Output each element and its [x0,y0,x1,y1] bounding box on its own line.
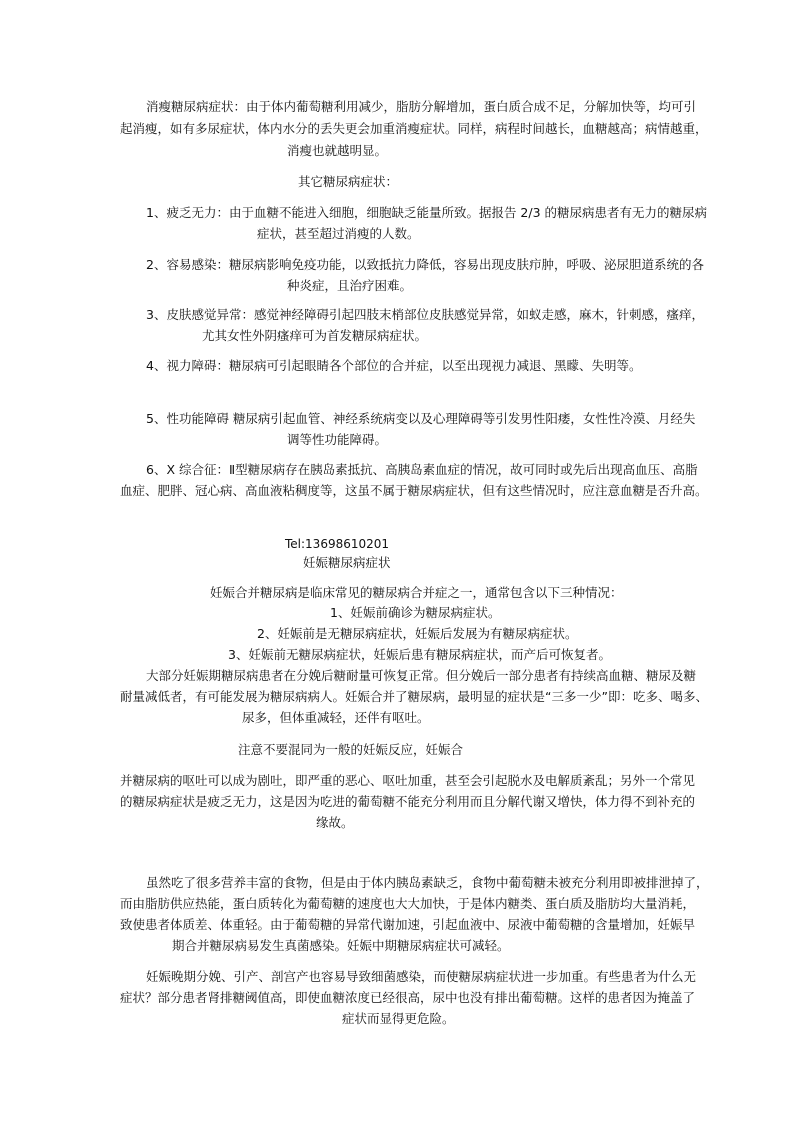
pregnancy-case-1: 1、妊娠前确诊为糖尿病症状。 [330,605,501,620]
pregnancy-case-2: 2、妊娠前是无糖尿病症状，妊娠后发展为有糖尿病症状。 [257,626,578,641]
vomit-line-2: 的糖尿病症状是疲乏无力，这是因为吃进的葡萄糖不能充分利用而且分解代谢又增快，体力得不到补充的 [120,794,696,809]
item-3-line-1: 3、皮肤感觉异常：感觉神经障碍引起四肢末梢部位皮肤感觉异常，如蚁走感，麻木，针刺感，瘙痒， [146,307,704,322]
nutrition-line-3: 致使患者体质差、体重轻。由于葡萄糖的异常代谢加速，引起血液中、尿液中葡萄糖的含量增加，妊娠早 [120,917,696,932]
item-1-line-1: 1、疲乏无力：由于血糖不能进入细胞，细胞缺乏能量所致。据报告 2/3 的糖尿病患者有无力的糖尿病 [146,205,708,220]
vomit-line-1: 并糖尿病的呕吐可以成为剧吐，即严重的恶心、呕吐加重，甚至会引起脱水及电解质紊乱；另外一个常见 [120,773,696,788]
nutrition-line-2: 而由脂肪供应热能，蛋白质转化为葡萄糖的速度也大大加快，于是体内糖类、蛋白质及脂肪均大量消耗， [120,896,696,911]
item-5-line-1: 5、性功能障碍 糖尿病引起血管、神经系统病变以及心理障碍等引发男性阳痿，女性性冷漠、月经失 [146,411,696,426]
item-5-line-2: 调等性功能障碍。 [287,432,388,447]
late-line-3: 症状而显得更危险。 [342,1011,455,1026]
other-symptoms-heading: 其它糖尿病症状： [298,174,399,189]
item-6-line-1: 6、X 综合征：Ⅱ型糖尿病存在胰岛素抵抗、高胰岛素血症的情况，故可同时或先后出现高血压、高脂 [146,462,698,477]
item-6-line-2: 血症、肥胖、冠心病、高血液粘稠度等，这虽不属于糖尿病症状，但有这些情况时，应注意血糖是否升高。 [120,483,708,498]
recovery-line-3: 尿多，但体重减轻，还伴有呕吐。 [242,710,430,725]
late-line-2: 症状？部分患者肾排糖阈值高，即使血糖浓度已经很高，尿中也没有排出葡萄糖。这样的患者因为掩盖了 [120,990,696,1005]
late-line-1: 妊娠晚期分娩、引产、剖宫产也容易导致细菌感染，而使糖尿病症状进一步加重。有些患者为什么无 [146,969,697,984]
item-3-line-2: 尤其女性外阴瘙痒可为首发糖尿病症状。 [202,328,428,343]
item-4-line-1: 4、视力障碍：糖尿病可引起眼睛各个部位的合并症，以至出现视力减退、黑矇、失明等。 [146,358,642,373]
tel-number: Tel:13698610201 [285,537,390,551]
recovery-line-1: 大部分妊娠期糖尿病患者在分娩后糖耐量可恢复正常。但分娩后一部分患者有持续高血糖、糖尿及糖 [146,668,697,683]
item-2-line-2: 种炎症，且治疗困难。 [287,278,413,293]
nutrition-line-4: 期合并糖尿病易发生真菌感染。妊娠中期糖尿病症状可减轻。 [172,938,510,953]
vomit-line-3: 缘故。 [316,815,354,830]
item-2-line-1: 2、容易感染：糖尿病影响免疫功能，以致抵抗力降低，容易出现皮肤疖肿，呼吸、泌尿胆道系统的各 [146,257,704,272]
nutrition-line-1: 虽然吃了很多营养丰富的食物，但是由于体内胰岛素缺乏，食物中葡萄糖未被充分利用即被排泄掉了， [146,875,709,890]
pregnancy-intro: 妊娠合并糖尿病是临床常见的糖尿病合并症之一，通常包含以下三种情况： [210,585,623,600]
note-line: 注意不要混同为一般的妊娠反应，妊娠合 [238,742,464,757]
pregnancy-case-3: 3、妊娠前无糖尿病症状，妊娠后患有糖尿病症状，而产后可恢复者。 [228,647,611,662]
weight-loss-line-2: 起消瘦，如有多尿症状，体内水分的丢失更会加重消瘦症状。同样，病程时间越长，血糖越高；病情越重， [120,121,708,136]
weight-loss-line-3: 消瘦也就越明显。 [287,143,388,158]
weight-loss-line-1: 消瘦糖尿病症状：由于体内葡萄糖利用减少，脂肪分解增加，蛋白质合成不足，分解加快等，均可引 [146,99,697,114]
recovery-line-2: 耐量减低者，有可能发展为糖尿病病人。妊娠合并了糖尿病，最明显的症状是“三多一少”即：吃多、喝多、 [120,689,708,704]
pregnancy-title: 妊娠糖尿病症状 [303,555,391,570]
item-1-line-2: 症状，甚至超过消瘦的人数。 [257,226,420,241]
